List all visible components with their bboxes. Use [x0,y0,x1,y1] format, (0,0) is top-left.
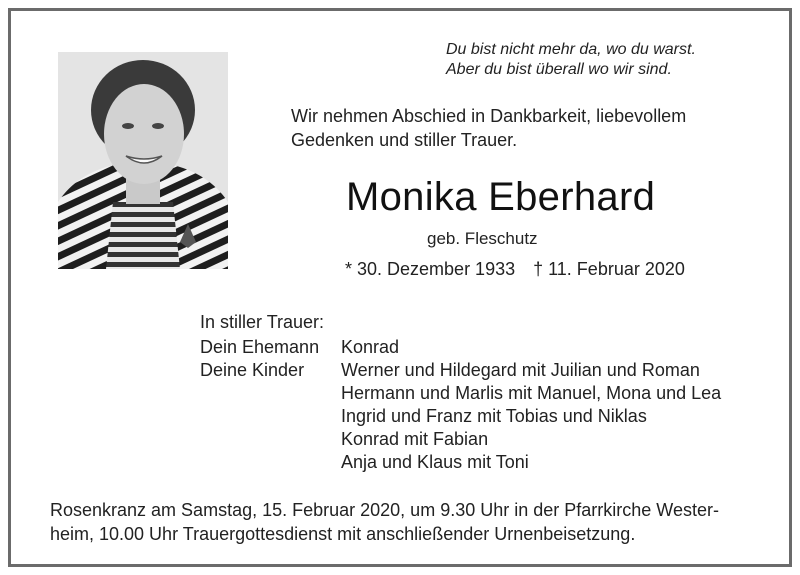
service-line-2: heim, 10.00 Uhr Trauergottesdienst mit anschließender Urnenbeisetzung. [50,524,636,544]
portrait-illustration [58,52,228,269]
mourner-name: Hermann und Marlis mit Manuel, Mona und Lea [341,383,722,403]
birth-date: * 30. Dezember 1933 [345,259,516,279]
mourner-name: Werner und Hildegard mit Juilian und Roman [341,360,700,380]
mourner-name: Konrad [341,337,400,357]
relation-label: Deine Kinder [200,360,305,380]
mourner-name: Konrad mit Fabian [341,429,489,449]
quote-line-2: Aber du bist überall wo wir sind. [446,61,672,78]
portrait-photo [58,52,228,269]
service-line-1: Rosenkranz am Samstag, 15. Februar 2020, um 9.30 Uhr in der Pfarrkirche Wester- [50,500,719,520]
quote-line-1: Du bist nicht mehr da, wo du warst. [446,41,696,58]
intro-line-1: Wir nehmen Abschied in Dankbarkeit, liebevollem [291,106,687,126]
mourner-names [341,359,721,474]
birth-name: geb. Fleschutz [427,229,538,248]
mourner-group-spouse [200,336,721,359]
mourner-group-children [200,359,721,474]
relation-label: Dein Ehemann [200,337,320,357]
death-date: † 11. Februar 2020 [533,259,685,279]
deceased-name: Monika Eberhard [346,175,656,219]
mourners-list [200,336,721,474]
intro-line-2: Gedenken und stiller Trauer. [291,130,518,150]
mourner-name: Anja und Klaus mit Toni [341,452,529,472]
mourner-name: Ingrid und Franz mit Tobias und Niklas [341,406,647,426]
service-details [50,498,750,546]
mourners-heading: In stiller Trauer: [200,312,325,332]
intro-text [291,104,686,152]
life-dates [345,257,685,281]
mourner-names [341,336,399,359]
memorial-quote [446,40,696,80]
